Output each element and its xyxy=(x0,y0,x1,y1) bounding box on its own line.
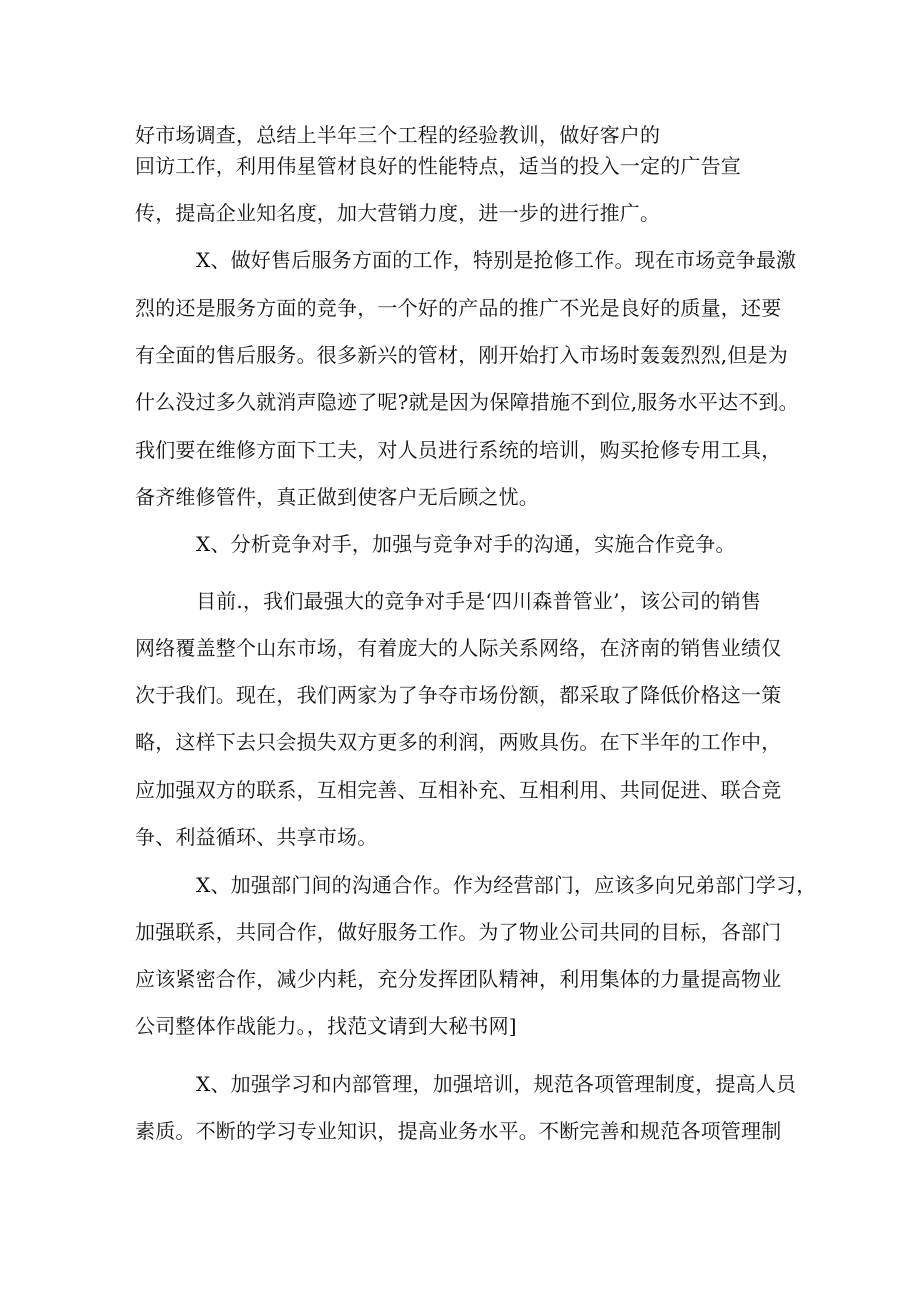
text-line: 公司整体作战能力。，找范文请到大秘书网] xyxy=(135,1014,517,1038)
text-line: 备齐维修管件，真正做到使客户无后顾之忧。 xyxy=(135,485,539,509)
text-line: 烈的还是服务方面的竞争，一个好的产品的推广不光是良好的质量，还要 xyxy=(135,296,782,320)
text-line: 加强联系，共同合作，做好服务工作。为了物业公司共同的目标，各部门 xyxy=(135,920,782,944)
paragraph-start: X、加强部门间的沟通合作。作为经营部门，应该多向兄弟部门学习， xyxy=(196,873,817,897)
paragraph-start: 目前.，我们最强大的竞争对手是‘四川森普管业’，该公司的销售 xyxy=(196,589,762,613)
text-line: 应加强双方的联系，互相完善、互相补充、互相利用、共同促进、联合竞 xyxy=(135,778,782,802)
text-line: 回访工作，利用伟星管材良好的性能特点，适当的投入一定的广告宣 xyxy=(135,154,741,178)
text-line: 争、利益循环、共享市场。 xyxy=(135,825,378,849)
paragraph-start: X、加强学习和内部管理，加强培训，规范各项管理制度，提高人员 xyxy=(196,1072,797,1096)
text-line: 网络覆盖整个山东市场，有着庞大的人际关系网络，在济南的销售业绩仅 xyxy=(135,636,782,660)
text-line: 素质。不断的学习专业知识，提高业务水平。不断完善和规范各项管理制 xyxy=(135,1119,782,1143)
text-line: 好市场调查，总结上半年三个工程的经验教训，做好客户的 xyxy=(135,123,661,147)
text-line: 应该紧密合作，减少内耗，充分发挥团队精神，利用集体的力量提高物业 xyxy=(135,967,782,991)
paragraph-start: X、做好售后服务方面的工作，特别是抢修工作。现在市场竞争最激 xyxy=(196,248,797,272)
text-line: 我们要在维修方面下工夫，对人员进行系统的培训，购买抢修专用工具， xyxy=(135,438,782,462)
text-line: 传，提高企业知名度，加大营销力度，进一步的进行推广。 xyxy=(135,201,661,225)
paragraph-start: X、分析竞争对手，加强与竞争对手的沟通，实施合作竞争。 xyxy=(196,532,736,556)
text-line: 什么没过多久就消声隐迹了呢?就是因为保障措施不到位,服务水平达不到。 xyxy=(135,390,799,414)
text-line: 略，这样下去只会损失双方更多的利润，两败具伤。在下半年的工作中， xyxy=(135,730,782,754)
text-line: 次于我们。现在，我们两家为了争夺市场份额，都采取了降低价格这一策 xyxy=(135,683,782,707)
text-line: 有全面的售后服务。很多新兴的管材，刚开始打入市场时轰轰烈烈,但是为 xyxy=(135,343,788,367)
